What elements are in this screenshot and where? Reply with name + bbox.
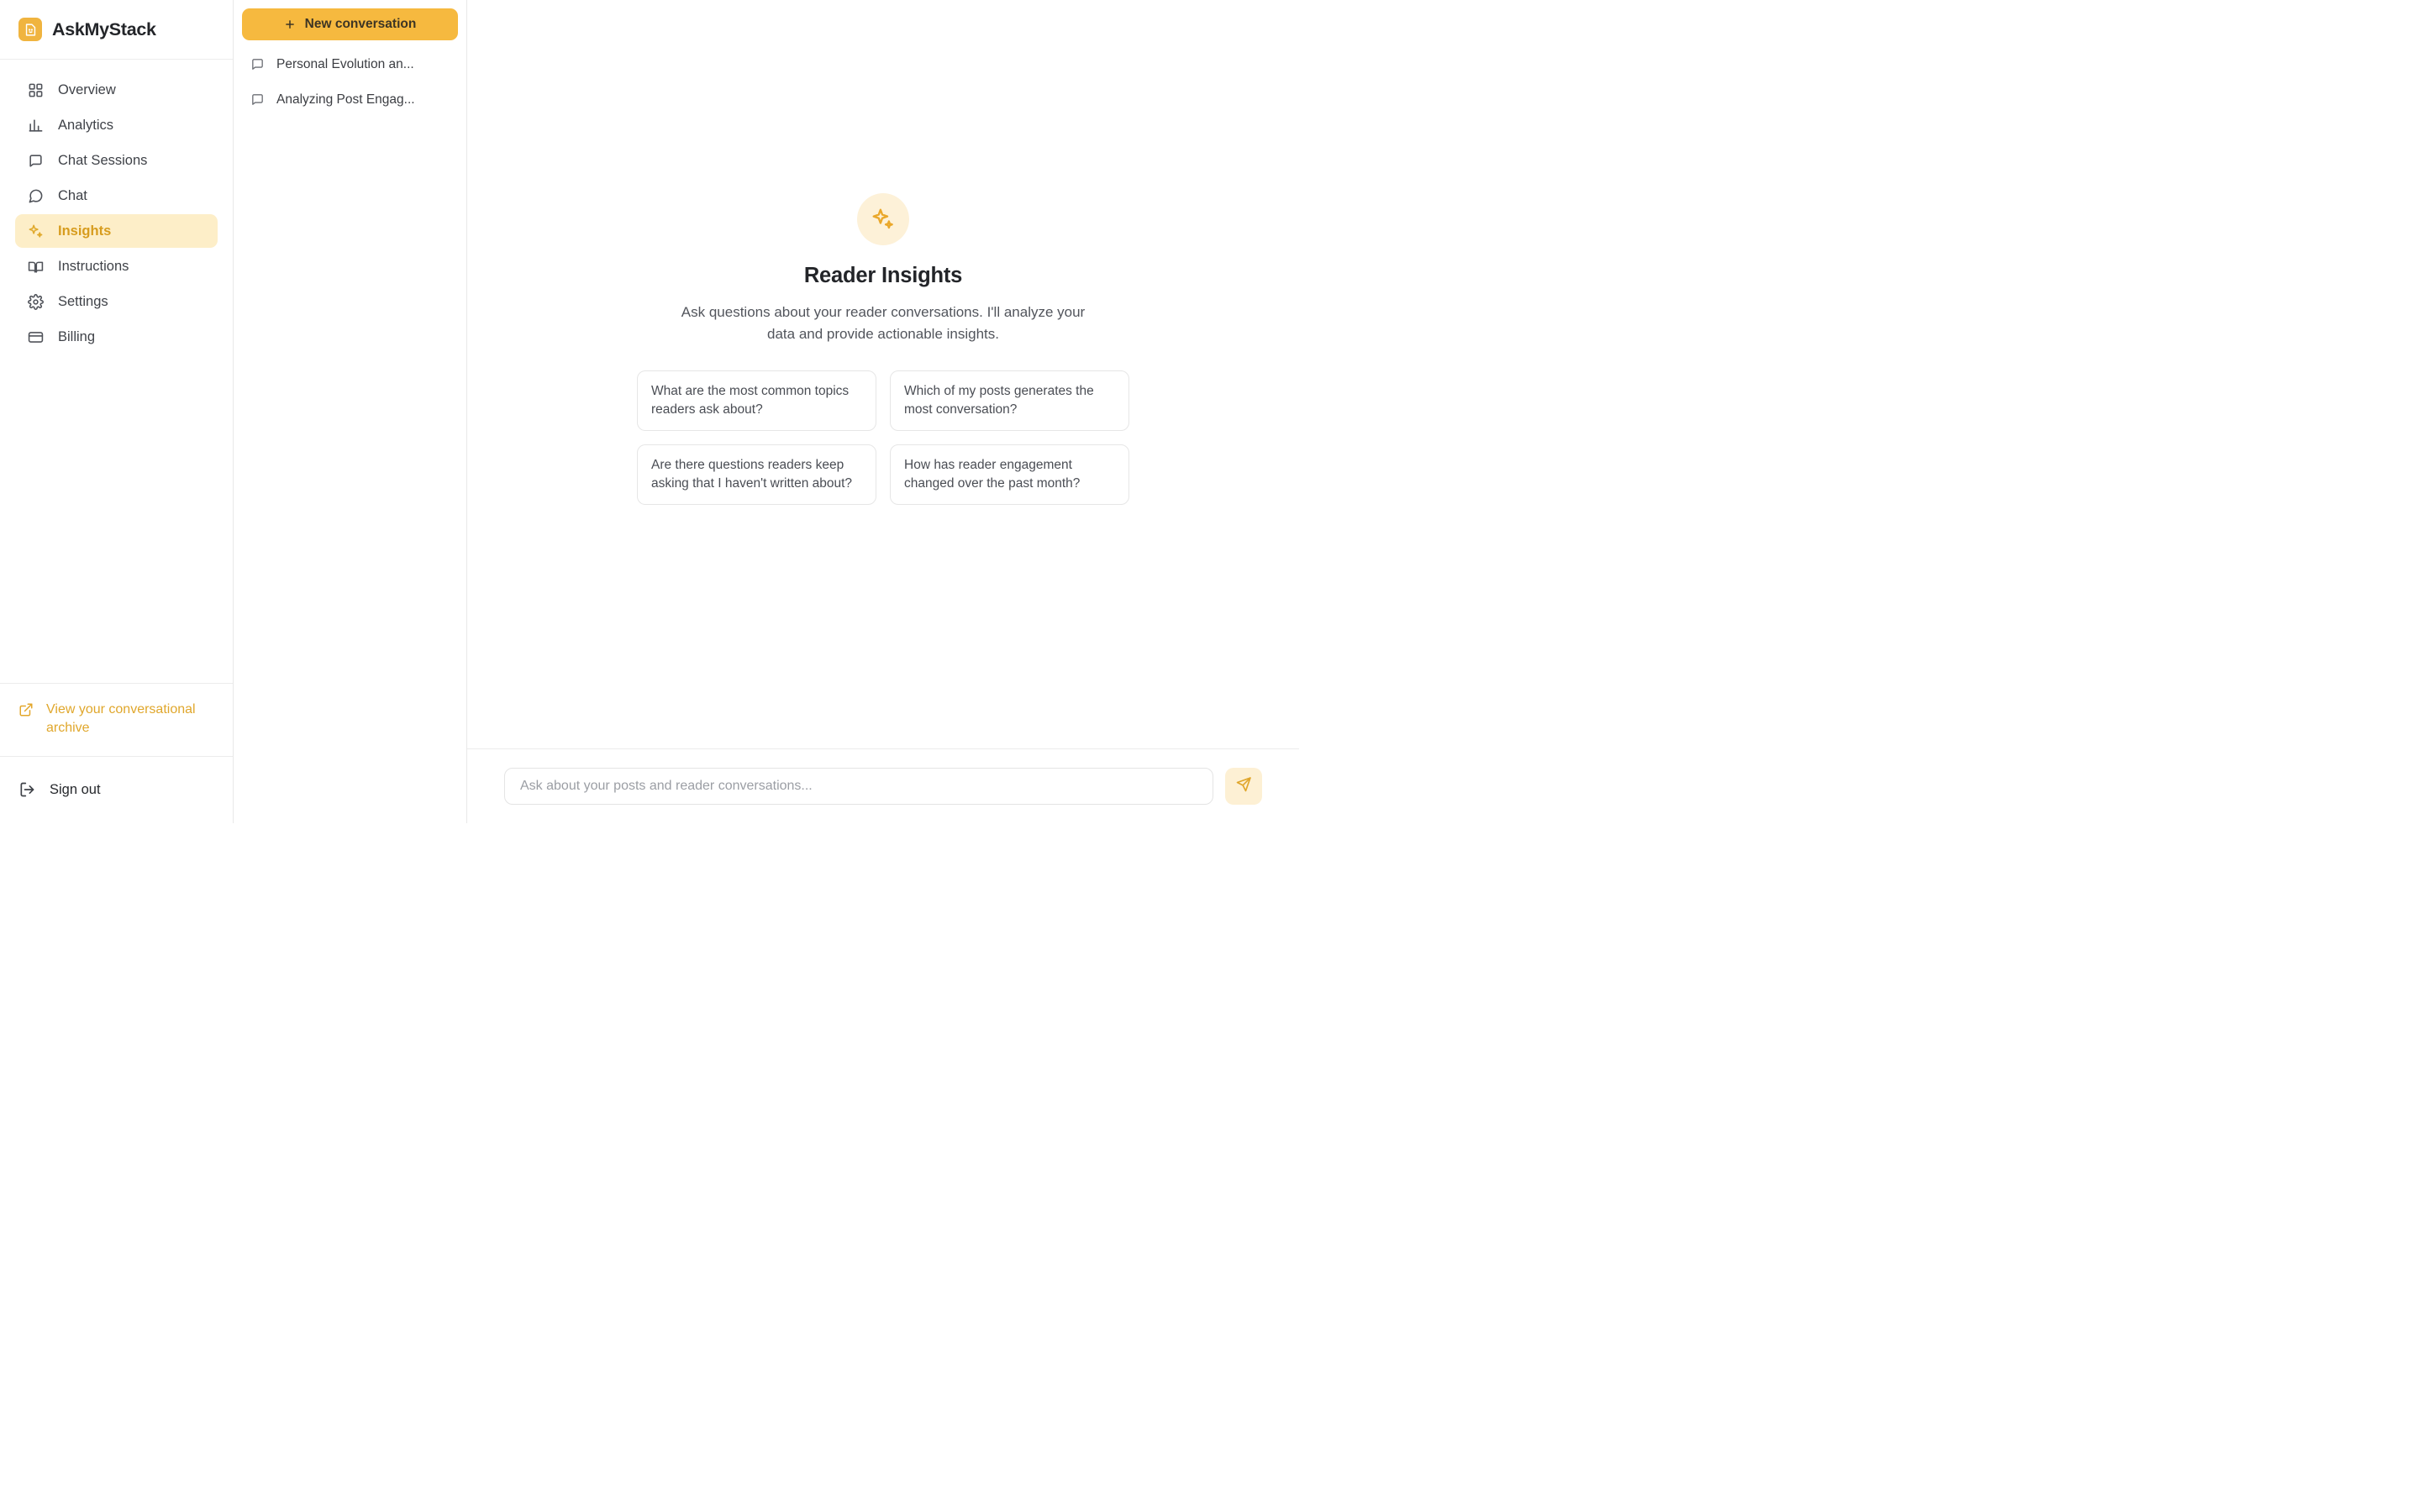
- grid-dashboard-icon: [27, 81, 45, 99]
- sidebar-item-settings[interactable]: [15, 285, 218, 318]
- sparkles-icon: [27, 223, 45, 240]
- new-conversation-label: New conversation: [304, 17, 417, 31]
- sidebar-item-label: Chat Sessions: [58, 152, 148, 168]
- page-subtitle: Ask questions about your reader conversations. I'll analyze your data and provide actionable insights.: [681, 304, 1086, 342]
- brand-header: [0, 0, 233, 60]
- sidebar-item-label: Instructions: [58, 258, 129, 274]
- new-conversation-button[interactable]: [242, 8, 458, 40]
- main-panel: [467, 0, 1299, 823]
- archive-link[interactable]: [0, 683, 233, 756]
- suggestion-grid: [637, 370, 1129, 505]
- open-book-icon: [27, 258, 45, 276]
- sidebar-nav: [0, 60, 233, 354]
- composer-bar: [467, 749, 1299, 823]
- send-button[interactable]: [1225, 768, 1262, 805]
- send-paper-plane-icon: [1235, 776, 1252, 797]
- sidebar-item-insights[interactable]: [15, 214, 218, 248]
- suggestion-card[interactable]: Which of my posts generates the most conversation?: [890, 370, 1129, 431]
- sidebar: [0, 0, 234, 823]
- sidebar-item-label: Overview: [58, 81, 116, 97]
- sidebar-item-billing[interactable]: [15, 320, 218, 354]
- message-square-icon: [27, 152, 45, 170]
- page-title: Reader Insights: [803, 264, 963, 287]
- message-square-icon: [250, 92, 266, 108]
- bar-chart-icon: [27, 117, 45, 134]
- suggestion-card[interactable]: How has reader engagement changed over the past month?: [890, 444, 1129, 505]
- hero: [637, 193, 1129, 505]
- sign-out-label: Sign out: [50, 782, 101, 797]
- sidebar-item-overview[interactable]: [15, 73, 218, 107]
- sidebar-item-analytics[interactable]: [15, 108, 218, 142]
- sidebar-spacer: [0, 354, 233, 683]
- insights-empty-state: [467, 0, 1299, 749]
- sidebar-item-chat[interactable]: [15, 179, 218, 213]
- sidebar-item-label: Chat: [58, 187, 87, 203]
- suggestion-card[interactable]: What are the most common topics readers ask about?: [637, 370, 876, 431]
- smiley-document-icon: [18, 18, 42, 41]
- brand-name: AskMyStack: [52, 18, 156, 39]
- plus-icon: [284, 18, 297, 31]
- suggestion-card[interactable]: Are there questions readers keep asking that I haven't written about?: [637, 444, 876, 505]
- sidebar-item-label: Billing: [58, 328, 96, 344]
- sidebar-item-label: Insights: [58, 223, 112, 239]
- sparkles-icon: [857, 193, 909, 245]
- gear-icon: [27, 293, 45, 311]
- conversation-title: Analyzing Post Engag...: [276, 92, 415, 107]
- sidebar-item-label: Settings: [58, 293, 108, 309]
- message-input[interactable]: [504, 768, 1213, 805]
- logout-icon: [18, 781, 36, 799]
- list-item[interactable]: [242, 84, 458, 116]
- sidebar-item-instructions[interactable]: [15, 249, 218, 283]
- sign-out-button[interactable]: [0, 756, 233, 823]
- speech-bubble-icon: [27, 187, 45, 205]
- sidebar-item-chat-sessions[interactable]: [15, 144, 218, 177]
- credit-card-icon: [27, 328, 45, 346]
- app-root: [0, 0, 1299, 823]
- sidebar-item-label: Analytics: [58, 117, 114, 133]
- message-square-icon: [250, 57, 266, 72]
- archive-link-label: View your conversational archive: [46, 702, 196, 735]
- list-item[interactable]: [242, 49, 458, 81]
- conversation-list-panel: [234, 0, 467, 823]
- conversation-title: Personal Evolution an...: [276, 57, 414, 71]
- external-link-icon: [18, 702, 34, 718]
